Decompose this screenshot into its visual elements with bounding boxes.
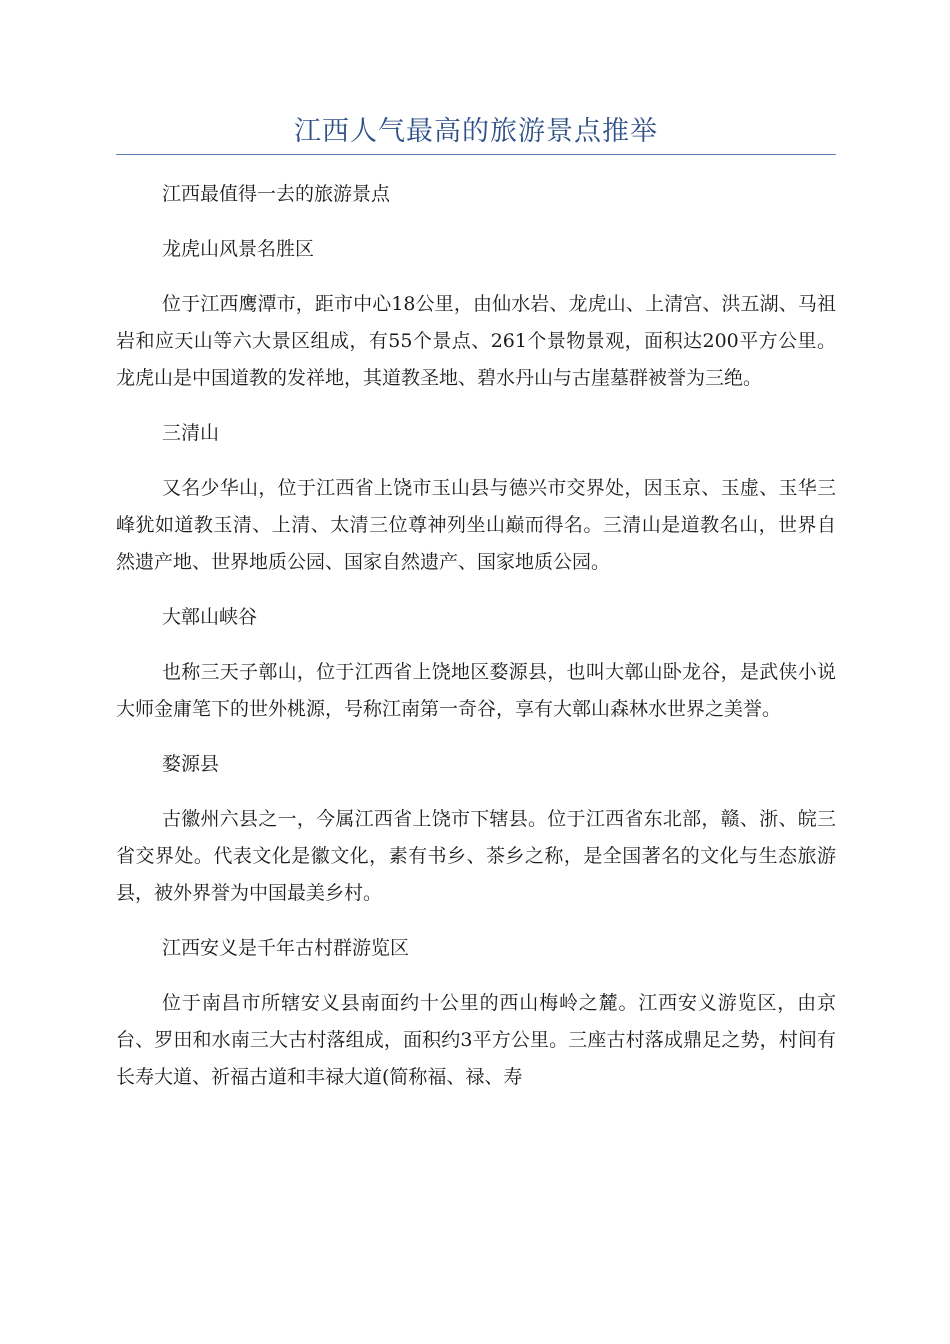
section-paragraph: 又名少华山，位于江西省上饶市玉山县与德兴市交界处，因玉京、玉虚、玉华三峰犹如道教玉清、上清、太清三位尊神列坐山巅而得名。三清山是道教名山，世界自然遗产地、世界地质公园、国家自然遗产、国家地质公园。: [116, 477, 836, 573]
document-body: [116, 176, 836, 1096]
section-heading: 三清山: [162, 422, 220, 444]
section-paragraph: 古徽州六县之一，今属江西省上饶市下辖县。位于江西省东北部，赣、浙、皖三省交界处。代表文化是徽文化，素有书乡、茶乡之称，是全国著名的文化与生态旅游县，被外界誉为中国最美乡村。: [116, 808, 836, 904]
section-paragraph: 也称三天子鄣山，位于江西省上饶地区婺源县，也叫大鄣山卧龙谷，是武侠小说大师金庸笔下的世外桃源，号称江南第一奇谷，享有大鄣山森林水世界之美誉。: [116, 661, 836, 720]
document-title: 江西人气最高的旅游景点推举: [294, 116, 658, 147]
section-paragraph: 位于南昌市所辖安义县南面约十公里的西山梅岭之麓。江西安义游览区，由京台、罗田和水南三大古村落组成，面积约3平方公里。三座古村落成鼎足之势，村间有长寿大道、祈福古道和丰禄大道(简称福、禄、寿: [116, 992, 836, 1088]
section-heading: 大鄣山峡谷: [162, 606, 258, 628]
title-underline: [116, 154, 836, 155]
section-heading: 婺源县: [162, 753, 220, 775]
section-heading: 龙虎山风景名胜区: [162, 238, 315, 260]
section-heading: 江西安义是千年古村群游览区: [162, 937, 410, 959]
section-paragraph: 位于江西鹰潭市，距市中心18公里，由仙水岩、龙虎山、上清宫、洪五湖、马祖岩和应天山等六大景区组成，有55个景点、261个景物景观，面积达200平方公里。龙虎山是中国道教的发祥地，其道教圣地、碧水丹山与古崖墓群被誉为三绝。: [116, 293, 836, 389]
intro-heading: 江西最值得一去的旅游景点: [162, 183, 391, 205]
